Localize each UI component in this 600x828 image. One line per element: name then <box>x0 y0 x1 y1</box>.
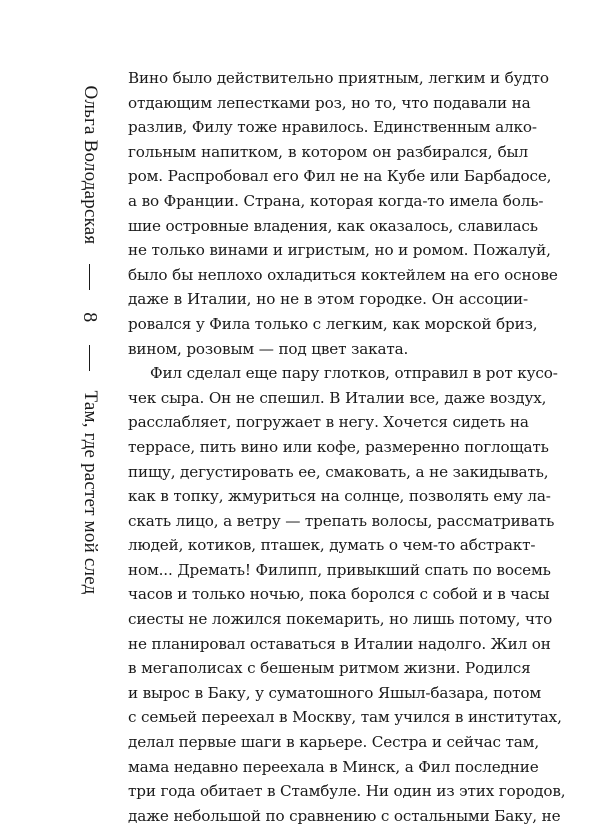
text-line: вином, розовым — под цвет заката. <box>128 339 409 358</box>
text-line: а во Франции. Страна, которая когда-то имела боль- <box>128 191 544 210</box>
text-line: в мегаполисах с бешеным ритмом жизни. Родился <box>128 659 531 678</box>
text-line: пищу, дегустировать ее, смаковать, а не закидывать, <box>128 462 549 481</box>
text-line: шие островные владения, как оказалось, славилась <box>128 216 538 235</box>
text-line: даже небольшой по сравнению с остальными Баку, не <box>128 806 561 825</box>
running-head <box>58 60 122 620</box>
text-line: сиесты не ложился покемарить, но лишь потому, что <box>128 610 553 629</box>
text-line: часов и только ночью, пока боролся с собой и в часы <box>128 585 550 604</box>
book-title: Там, где растет мой след <box>80 390 101 595</box>
text-line: не только винами и игристым, но и ромом. Пожалуй, <box>128 241 551 260</box>
text-line: ром. Распробовал его Фил не на Кубе или Барбадосе, <box>128 167 552 186</box>
text-line: три года обитает в Стамбуле. Ни один из этих городов, <box>128 782 566 801</box>
running-head-rotated <box>70 60 110 620</box>
body-text <box>128 66 566 828</box>
running-head-divider <box>90 264 91 290</box>
text-line: ном... Дремать! Филипп, привыкший спать по восемь <box>128 560 551 579</box>
text-line: как в топку, жмуриться на солнце, позволять ему ла- <box>128 487 551 506</box>
text-line: Фил сделал еще пару глотков, отправил в рот кусо- <box>150 364 558 383</box>
text-line: расслабляет, погружает в негу. Хочется сидеть на <box>128 413 529 432</box>
text-line: с семьей переехал в Москву, там учился в институтах, <box>128 708 562 727</box>
text-line: ровался у Фила только с легким, как морской бриз, <box>128 314 538 333</box>
author-name: Ольга Володарская <box>80 85 101 245</box>
text-line: разлив, Филу тоже нравилось. Единственным алко- <box>128 118 537 137</box>
text-line: Вино было действительно приятным, легким и будто <box>128 69 549 87</box>
running-head-divider <box>90 345 91 371</box>
text-line: даже в Италии, но не в этом городке. Он ассоции- <box>128 290 528 309</box>
text-line: чек сыра. Он не спешил. В Италии все, даже воздух, <box>128 388 547 407</box>
text-line: и вырос в Баку, у суматошного Яшыл-базара, потом <box>128 683 542 702</box>
text-line: гольным напитком, в котором он разбирался, был <box>128 142 528 161</box>
text-line: было бы неплохо охладиться коктейлем на его основе <box>128 265 558 284</box>
text-line: не планировал оставаться в Италии надолго. Жил он <box>128 634 551 653</box>
text-line: людей, котиков, пташек, думать о чем-то абстракт- <box>128 536 536 555</box>
page-number: 8 <box>79 312 102 323</box>
text-line: мама недавно переехала в Минск, а Фил последние <box>128 757 539 776</box>
text-line: делал первые шаги в карьере. Сестра и сейчас там, <box>128 733 540 752</box>
text-line: террасе, пить вино или кофе, размеренно поглощать <box>128 437 549 456</box>
text-line: отдающим лепестками роз, но то, что подавали на <box>128 93 531 112</box>
text-line: скать лицо, а ветру — трепать волосы, рассматривать <box>128 511 555 530</box>
